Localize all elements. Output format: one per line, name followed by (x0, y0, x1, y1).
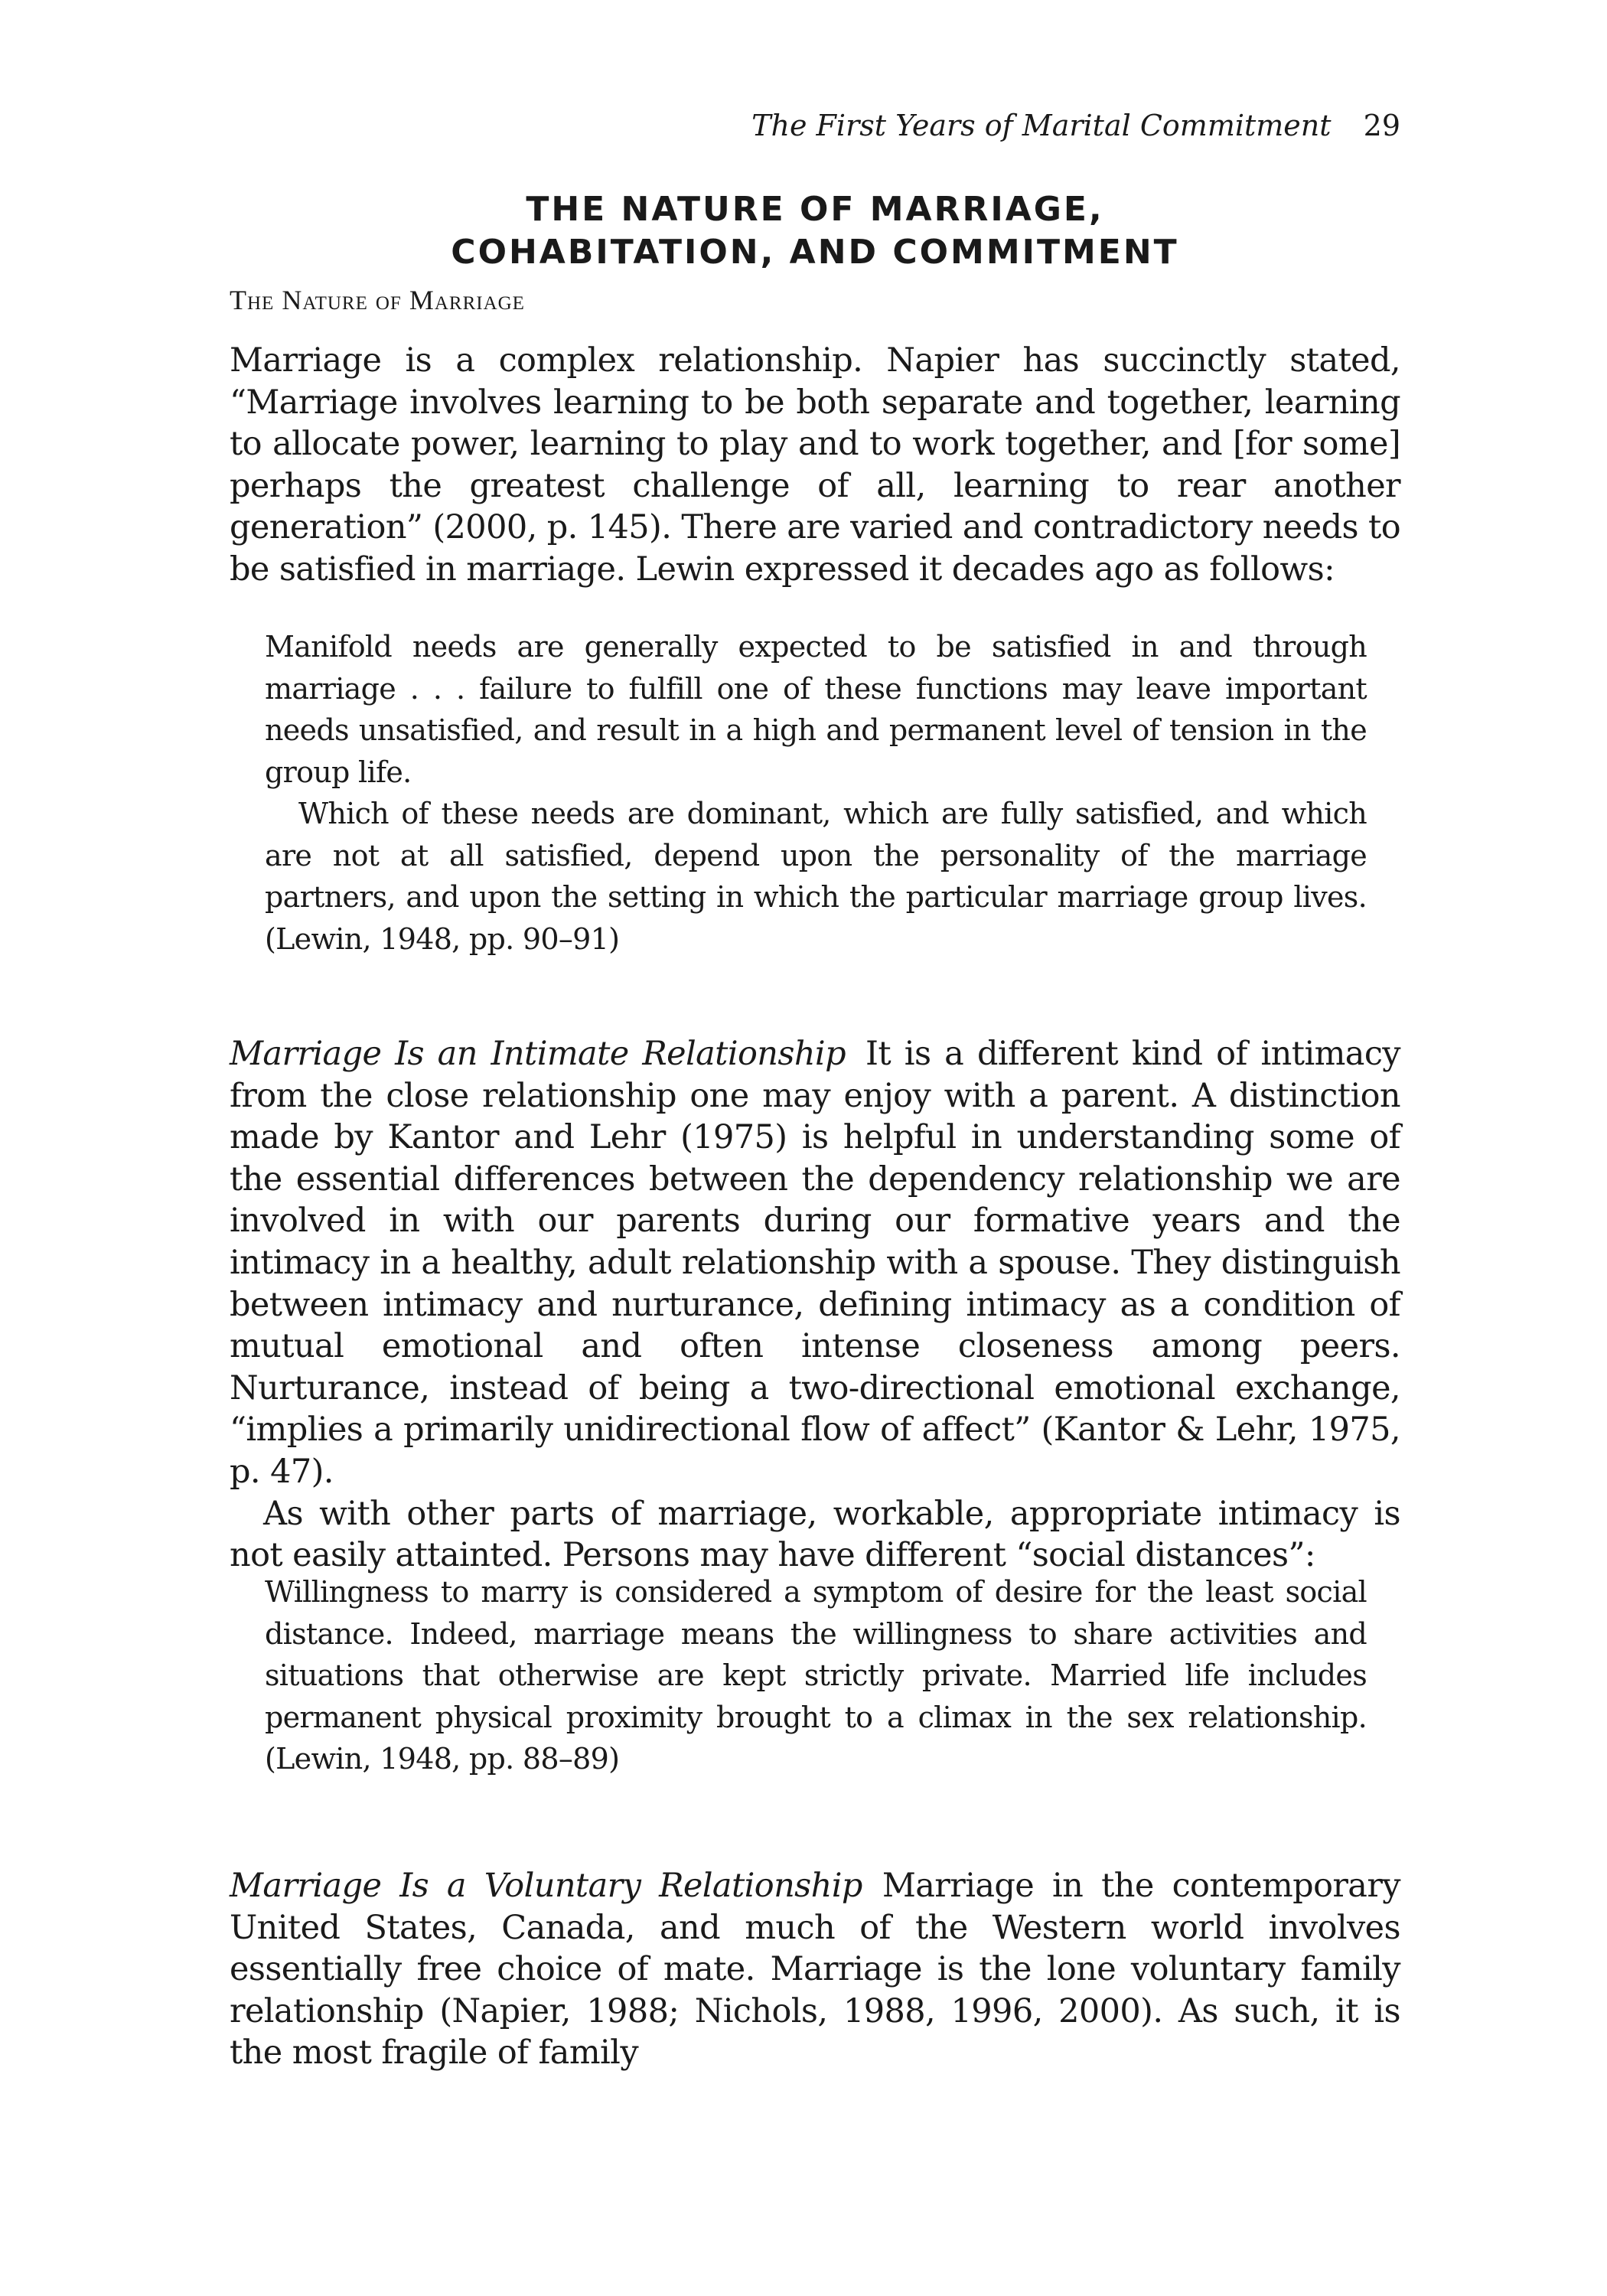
subsection-heading: The Nature of Marriage (230, 285, 525, 315)
paragraph-marriage-complex (230, 340, 1400, 591)
voluntary-text: Marriage in the contemporary United States, Canada, and much of the Western world involves essentially free choice of mate. Marriage is the lone voluntary family relationship (Napier, 1988; Nichols, 1988, 1996, 2000). As such, it is the most fragile of family (230, 1867, 1400, 2073)
section-heading (230, 188, 1400, 274)
run-in-heading-intimate: Marriage Is an Intimate Relationship (230, 1035, 846, 1073)
block-quote-para-1: Manifold needs are generally expected to be satisfied in and through marriage . . . failure to fulfill one of these functions may leave important needs unsatisfied, and result in a high and permanent level of tension in the group life. (265, 630, 1367, 789)
section-intimate-relationship (230, 1033, 1400, 1577)
intimate-text: It is a different kind of intimacy from the close relationship one may enjoy with a parent. A distinction made by Kantor and Lehr (1975) is helpful in understanding some of the essential differences between the dependency relationship we are involved in with our parents during our formative years and the intimacy in a healthy, adult relationship with a spouse. They distinguish between intimacy and nurturance, defining intimacy as a condition of mutual emotional and often intense closeness among peers. Nurturance, instead of being a two-directional emotional exchange, “implies a primarily unidirectional flow of affect” (Kantor & Lehr, 1975, p. 47). (230, 1035, 1400, 1491)
intimate-paragraph-2: As with other parts of marriage, workable, appropriate intimacy is not easily attainted. Persons may have different “social distances”: (230, 1494, 1400, 1575)
block-quote-text: Willingness to marry is considered a symptom of desire for the least social distance. Indeed, marriage means the willingness to share activities and situations that otherwise are kept strictly private. Married life includes permanent physical proximity brought to a climax in the sex relationship. (Lewin, 1948, pp. 88–89) (265, 1575, 1367, 1776)
page-number: 29 (1363, 109, 1400, 142)
block-quote-lewin-needs (265, 626, 1367, 960)
voluntary-paragraph (230, 1865, 1400, 2074)
intimate-paragraph (230, 1033, 1400, 1493)
paragraph-text: Marriage is a complex relationship. Napier has succinctly stated, “Marriage involves learning to be both separate and together, learning to allocate power, learning to play and to work together, and [for some] perhaps the greatest challenge of all, learning to rear another generation” (2000, p. 145). There are varied and contradictory needs to be satisfied in marriage. Lewin expressed it decades ago as follows: (230, 341, 1400, 589)
running-head-title: The First Years of Marital Commitment (751, 109, 1332, 142)
run-in-heading-voluntary: Marriage Is a Voluntary Relationship (230, 1867, 862, 1905)
section-voluntary-relationship (230, 1865, 1400, 2074)
block-quote-lewin-distance (265, 1571, 1367, 1780)
section-heading-line-1: THE NATURE OF MARRIAGE, (526, 190, 1104, 229)
book-page (230, 0, 1400, 2296)
section-heading-line-2: COHABITATION, AND COMMITMENT (451, 233, 1179, 272)
running-head (751, 107, 1400, 144)
block-quote-para-2: Which of these needs are dominant, which are fully satisfied, and which are not at all satisfied, depend upon the personality of the marriage partners, and upon the setting in which the particular marriage group lives. (Lewin, 1948, pp. 90–91) (265, 797, 1367, 956)
